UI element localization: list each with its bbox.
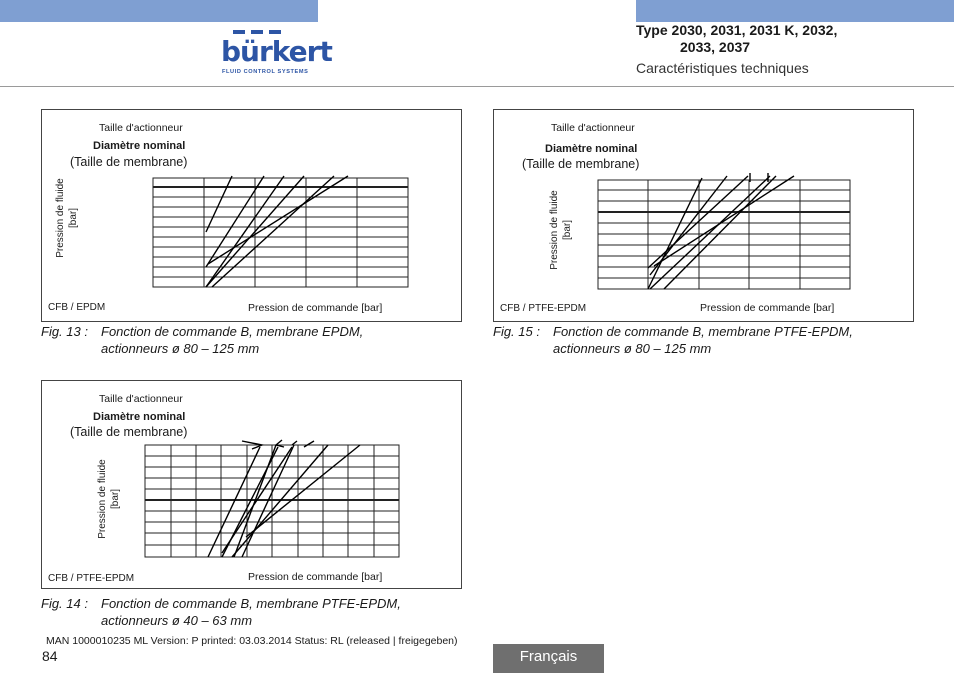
- logo-tagline: FLUID CONTROL SYSTEMS: [222, 69, 309, 75]
- figure-15-actuator-label: Taille d'actionneur: [551, 122, 635, 134]
- header-accent-bar-right: [636, 0, 954, 22]
- figure-15-caption-number: Fig. 15 :: [493, 324, 540, 339]
- figure-14-material-label: CFB / PTFE-EPDM: [48, 573, 135, 584]
- figure-14-diagram: [41, 380, 462, 589]
- figure-13-material-label: CFB / EPDM: [48, 302, 106, 313]
- figure-15-diagram: [493, 109, 914, 322]
- header-accent-bar-left: [0, 0, 318, 22]
- figure-14-caption-number: Fig. 14 :: [41, 596, 88, 611]
- figure-15-material-label: CFB / PTFE-EPDM: [500, 303, 587, 314]
- document-title-line2: 2033, 2037: [680, 39, 751, 55]
- figure-14-caption-line1: Fonction de commande B, membrane PTFE-EPDM,: [101, 596, 401, 611]
- document-title-line1: Type 2030, 2031, 2031 K, 2032,: [636, 22, 838, 38]
- figure-13-caption-line2: actionneurs ø 80 – 125 mm: [101, 341, 260, 356]
- figure-13-membrane-label: (Taille de membrane): [70, 155, 188, 169]
- figure-14-y-axis-label: Pression de fluide [bar]: [97, 459, 121, 539]
- figure-13-x-axis-label: Pression de commande [bar]: [248, 302, 383, 314]
- figure-15-y-axis-label: Pression de fluide [bar]: [549, 190, 573, 270]
- header-divider: [0, 86, 954, 87]
- figure-13-caption-line1: Fonction de commande B, membrane EPDM,: [101, 324, 364, 339]
- figure-13-diagram: [41, 109, 462, 322]
- figure-15-x-axis-label: Pression de commande [bar]: [700, 302, 835, 314]
- language-tab: Français: [493, 644, 604, 673]
- figure-14-grid: [145, 445, 399, 557]
- figure-14-nominal-label: Diamètre nominal: [93, 411, 186, 423]
- figure-13-y-axis-label: Pression de fluide [bar]: [55, 178, 79, 258]
- print-status-line: MAN 1000010235 ML Version: P printed: 03.03.2014 Status: RL (released | freigegeben): [46, 635, 458, 647]
- figure-15-caption-line1: Fonction de commande B, membrane PTFE-EPDM,: [553, 324, 853, 339]
- logo-wordmark: bürkert: [221, 35, 332, 68]
- figure-13-curves: [206, 176, 348, 287]
- figure-15-nominal-label: Diamètre nominal: [545, 143, 638, 155]
- document-title: [636, 22, 946, 56]
- figure-13-nominal-label: Diamètre nominal: [93, 140, 186, 152]
- page-number: 84: [42, 648, 58, 664]
- figure-15-membrane-label: (Taille de membrane): [522, 157, 640, 171]
- figure-15-caption-line2: actionneurs ø 80 – 125 mm: [553, 341, 712, 356]
- figure-14-membrane-label: (Taille de membrane): [70, 425, 188, 439]
- figure-15-grid: [598, 180, 850, 289]
- figure-14-x-axis-label: Pression de commande [bar]: [248, 571, 383, 583]
- figure-13-grid: [153, 178, 408, 287]
- figure-14-curves: [208, 440, 360, 557]
- figure-14-caption-line2: actionneurs ø 40 – 63 mm: [101, 613, 253, 628]
- figure-13-actuator-label: Taille d'actionneur: [99, 122, 183, 134]
- figure-14-actuator-label: Taille d'actionneur: [99, 393, 183, 405]
- figure-13-caption-number: Fig. 13 :: [41, 324, 88, 339]
- section-subtitle: Caractéristiques techniques: [636, 60, 809, 76]
